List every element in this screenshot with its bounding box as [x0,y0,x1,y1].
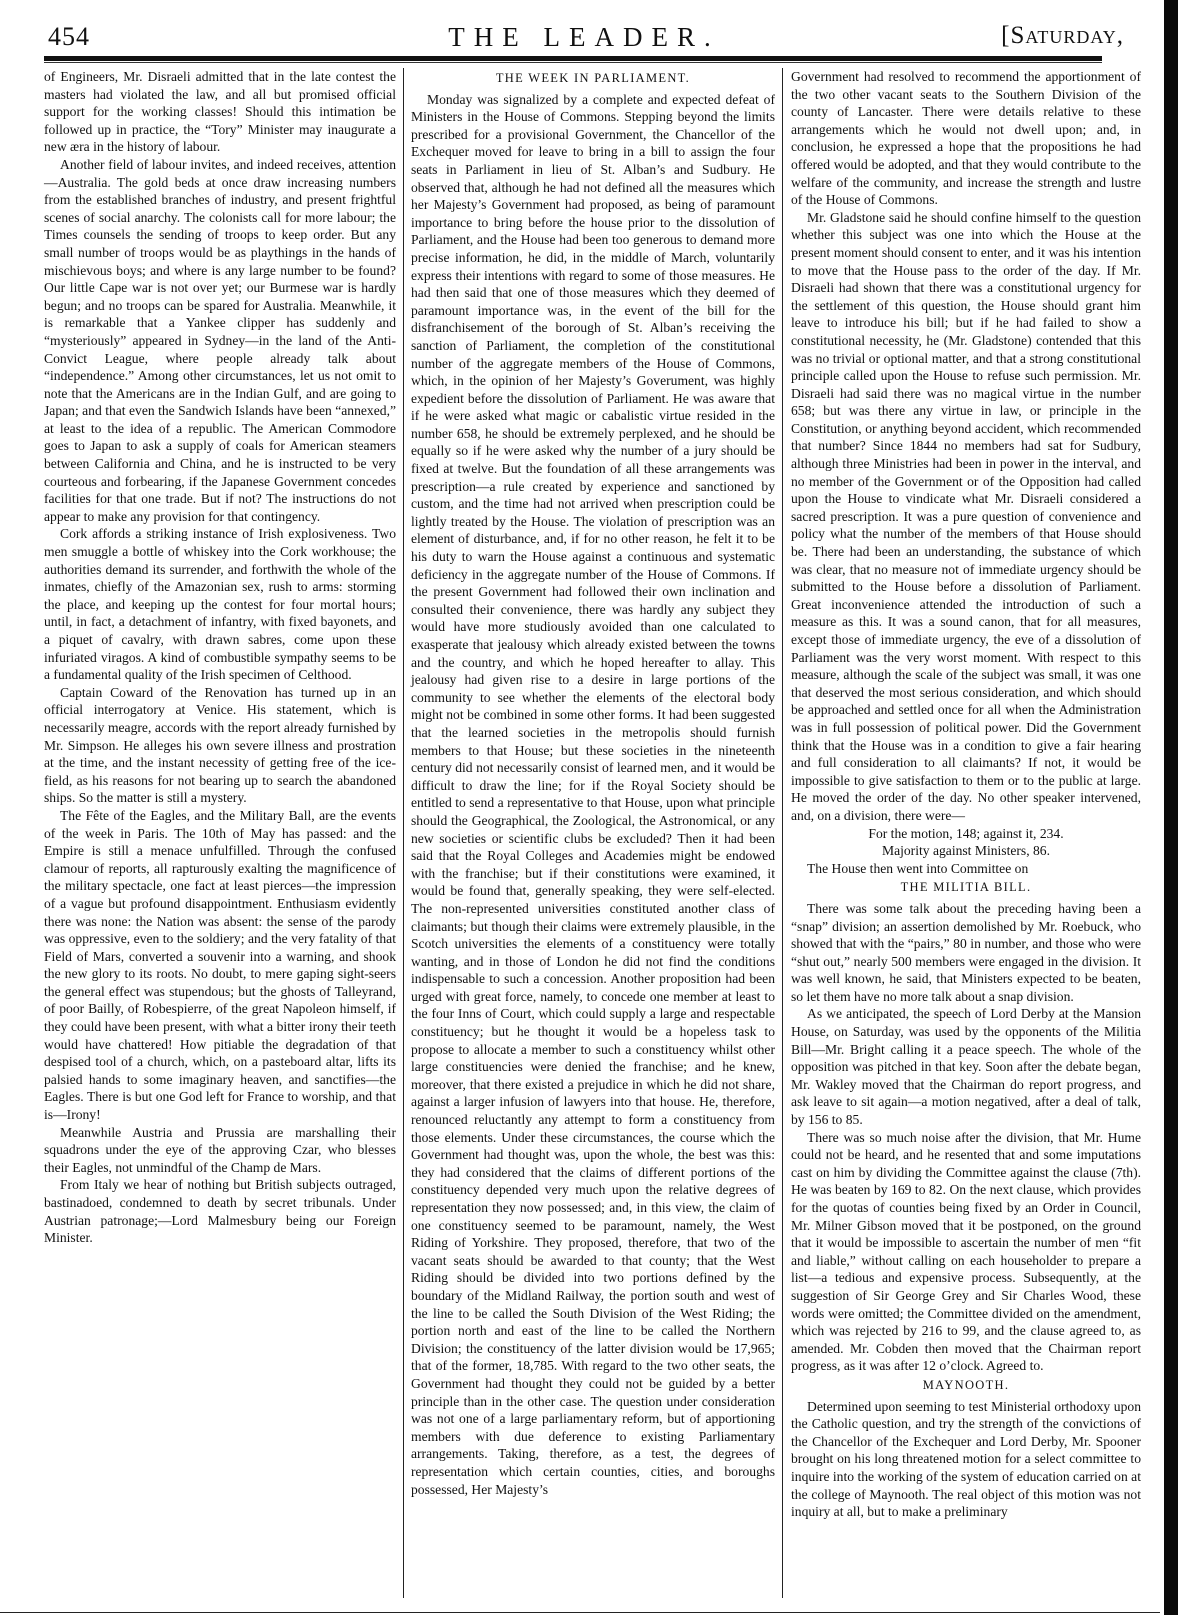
paragraph: There was so much noise after the division, that Mr. Hume could not be heard, and he resented that and some imputations cast on him by dividing the Committee against the clause (7th). He was beaten by 169 to 82. On the next clause, which provides for the quotas of counties being fixed by an Order in Council, Mr. Milner Gibson moved that it be postponed, on the ground that it would be impossible to ascertain the number of men “fit and liable,” without calling on each householder to prepare a list—a tedious and expensive process. Subsequently, at the suggestion of Sir George Grey and Sir Charles Wood, these words were omitted; the Committee divided on the amendment, which was rejected by 216 to 99, and the clause agreed to, as amended. Mr. Cobden then moved that the Chairman report progress, as it was after 12 o’clock. Agreed to. [791,1129,1141,1374]
paragraph: Captain Coward of the Renovation has turned up in an official interrogatory at Venice. His statement, which is necessarily meagre, accords with the report already furnished by Mr. Simpson. He alleges his own severe illness and prostration at the time, and the instant necessity of getting free of the ice-field, as his reasons for not bearing up to search the abandoned ships. So the matter is still a mystery. [44,684,396,806]
paragraph: Monday was signalized by a complete and expected defeat of Ministers in the House of Commons. Stepping beyond the limits prescribed for a provisional Government, the Chancellor of the Exchequer moved for leave to bring in a bill to assign the four seats in Parliament in lieu of St. Alban’s and Sudbury. He observed that, although he had not defined all the measures which her Majesty’s Government had proposed, as being of paramount importance to bring before the house prior to the dissolution of Parliament, and the House had been too generous to demand more precise information, he did, in the middle of March, voluntarily express their intentions with regard to some of those measures. He had then said that one of those measures which they deemed of paramount importance was, in the event of the bill for the disfranchisement of the borough of St. Alban’s receiving the sanction of Parliament, the completion of the constitutional number of the aggregate members of the House of Commons, which, in the opinion of her Majesty’s Goverument, was highly expedient before the dissolution of Parliament. He was aware that if he were asked what magic or cabalistic virtue resided in the number 658, he should be extremely perplexed, and he should be equally so if he were asked why the number of a jury should be fixed at twelve. But the foundation of all these arrangements was prescription—a rule created by experience and sanctioned by custom, and the time had not arrived when prescription could be lightly treated by the House. The violation of prescription was an element of disturbance, and, if for no other reason, he felt it to be his duty to warn the House against a continuous and systematic deficiency in the aggregate number of the House of Commons. If the present Government had followed their own inclination and consulted their convenience, there was hardly any subject they would have more studiously avoided than one calculated to exasperate that jealousy which already existed between the towns and the country, and which he hoped hereafter to allay. This jealousy had given rise to a desire in large portions of the community to see whether the elements of the electoral body might not be combined in some other forms. It had been suggested that the learned societies in the metropolis should furnish members to that House; but these societies in the nineteenth century did not necessarily consist of learned men, and it would be difficult to draw the line; for if the Royal Society should be entitled to send a representative to that House, upon what principle should the Geographical, the Zoological, the Astronomical, or any new societies or scientific clubs be excluded? Then it had been said that the Royal Colleges and Academies might be endowed with the franchise; but if their constitutions were examined, it would be found that, generally speaking, they were self-elected. The non-represented universities constituted another class of claimants; but though their claims were extremely plausible, in the Scotch universities the elements of a constituency were totally wanting, and in those of London he did not find the conditions indispensable to such a concession. Another proposition had been urged with great force, namely, to concede one member at least to the four Inns of Court, which could supply a large and respectable constituency; but he thought it would be a hopeless task to propose to allocate a member to such a constituency whilst other large constituencies were denied the franchise; and he knew, moreover, that there existed a prejudice in which he did not share, against a larger infusion of lawyers into that house. He, therefore, renounced reluctantly any attempt to form a constituency from those elements. Under these circumstances, the course which the Government had thought was, upon the whole, the best was this: they had considered that the claims of different portions of the constituency depended very much upon the relative degrees of representation they now possessed; and, in this view, the claim of one constituency seemed to be paramount, namely, the West Riding of Yorkshire. They proposed, therefore, that two of the vacant seats should be awarded to that county; that the West Riding should be divided into two portions defined by the boundary of the Midland Railway, the portion south and west of the line to be called the South Division of the West Riding; the portion north and east of the line to be called the Northern Division; the constituency of the latter division would be 17,965; that of the former, 18,785. With regard to the two other seats, the Government had thought they could not be guided by a better principle than in the other case. The question under consideration was not one of a large parliamentary reform, but of apportioning members with due deference to existing Parliamentary arrangements. Taking, therefore, as a test, the degrees of representation which certain counties, cities, and boroughs possessed, Her Majesty’s [411,91,775,1497]
newspaper-title: THE LEADER. [448,22,720,52]
paragraph: As we anticipated, the speech of Lord Derby at the Mansion House, on Saturday, was used by the opponents of the Militia Bill—Mr. Bright calling it a peace speech. The whole of the opposition was pitched in that key. Soon after the debate began, Mr. Wakley moved that the Chairman do report progress, and ask leave to sit again—a motion negatived, after a deal of talk, by 156 to 85. [791,1006,1141,1128]
column-2 [411,68,775,1498]
column-divider-2 [782,68,783,1598]
column-3 [791,68,1141,1521]
paragraph: Another field of labour invites, and indeed receives, attention—Australia. The gold beds at once draw increasing numbers from the established branches of industry, and present frightful scenes of social anarchy. The colonists call for more labour; the Times counsels the sending of troops to keep order. But any small number of troops would be as playthings in the hands of mischievous boys; and where is any large number to be found? Our little Cape war is not over yet; our Burmese war is hardly begun; and no troops can be spared for Australia. Meanwhile, it is remarkable that a Yankee clipper has suddenly and “mysteriously” appeared in Sydney—in the land of the Anti-Convict League, where people already talk about “independence.” Among other circumstances, let us not omit to note that the Americans are in the Indian Gulf, and are going to Japan; and that even the Sandwich Islands have been “annexed,” at least to the idea of a republic. The American Commodore goes to Japan to ask a supply of coals for American steamers between California and China, and he is instructed to be very courteous and forbearing, if the Japanese Government concedes facilities for that one trade. But if not? The instructions do not appear to make any provision for that contingency. [44,156,396,524]
section-heading: MAYNOOTH. [922,1377,1010,1392]
column-1 [44,68,396,1247]
paragraph: Mr. Gladstone said he should confine himself to the question whether this subject was one into which the House at the present moment should consent to enter, and it was his intention to move that the House pass to the order of the day. If Mr. Disraeli had shown that there was a constitutional urgency for the settlement of this question, the House should grant him leave to introduce his bill; but if he had failed to show a constitutional necessity, he (Mr. Gladstone) contended that this was no trivial or optional matter, and that a strong constitutional principle called upon the House to refuse such permission. Mr. Disraeli had said there was no magical virtue in the number 658; but was there any virtue in law, or principle in the Constitution, or anything beyond accident, which recommended that number? Since 1844 no members had sat for Sudbury, although three Ministries had been in power in the interval, and no member of the Government or of the Opposition had called upon the House to vindicate what Mr. Disraeli considered a sacred prescription. It was a pure question of convenience and policy what the number of the members of that House should be. There had been an understanding, the substance of which was clear, that no measure not of immediate urgency should be submitted to the House before a dissolution of Parliament. Great inconvenience attended the introduction of such a measure as this. It was a sound canon, that for all measures, except those of immediate urgency, the eve of a dissolution of Parliament was the very worst moment. With respect to this measure, although the scale of the subject was small, it was one that deserved the most serious consideration, and which should be approached and settled once for all when the Administration was in full possession of political power. Did the Government think that the House was in a condition to give a fair hearing and full consideration to all claimants? If not, it would be impossible to give satisfaction to them or to the public at large. He moved the order of the day. No other speaker intervened, and, on a division, there were— [791,209,1141,823]
column-divider-1 [403,68,404,1598]
paragraph: From Italy we hear of nothing but British subjects outraged, bastinadoed, condemned to death by secret tribunals. Under Austrian patronage;—Lord Malmesbury being our Foreign Minister. [44,1177,396,1246]
paragraph: of Engineers, Mr. Disraeli admitted that in the late contest the masters had violated the law, and all but promised official support for the working classes! Should this intimation be followed up in practice, the “Tory” Minister may inaugurate a new æra in the history of labour. [44,69,396,155]
section-heading: THE MILITIA BILL. [900,880,1032,895]
page-bottom-rule [0,1612,1160,1613]
paragraph: Cork affords a striking instance of Irish explosiveness. Two men smuggle a bottle of whiskey into the Cork workhouse; the authorities demand its surrender, and forthwith the whole of the inmates, chiefly of the Amazonian sex, rush to arms: storming the place, and keeping up the contest for four mortal hours; until, in fact, a detachment of infantry, with fixed bayonets, and a piquet of cavalry, with drawn sabres, come upon these infuriated viragos. A kind of combustible sympathy seems to be a fundamental quality of the Irish specimen of Celthood. [44,526,396,683]
dateline: [Saturday, [1001,22,1124,49]
division-result: For the motion, 148; against it, 234. [868,825,1064,841]
masthead-rule-thin [44,62,1102,63]
scan-edge-shadow [1164,0,1178,1615]
paragraph: Government had resolved to recommend the apportionment of the two other vacant seats to the Southern Division of the county of Lancaster. There were details relative to these arrangements which he would not dwell upon; and, in conclusion, he expressed a hope that the propositions he had offered would be adopted, and that they would contribute to the welfare of the community, and increase the strength and lustre of the House of Commons. [791,69,1141,208]
paragraph: The House then went into Committee on [807,860,1029,876]
masthead [44,20,1124,60]
division-majority: Majority against Ministers, 86. [881,843,1051,859]
section-heading: THE WEEK IN PARLIAMENT. [495,71,691,85]
paragraph: The Fête of the Eagles, and the Military Ball, are the events of the week in Paris. The 10th of May has passed: and the Empire is still a menace unfulfilled. Through the confused clamour of reports, all rapturously exalting the magnificence of the military spectacle, one fact at least pierces—the impression of a vague but profound disappointment. Enthusiasm evidently there was none: the Nation was absent: the sense of the parody was oppressive, even to the soldiery; and the very fatality of that Field of Mars, converted a souvenir into a warning, and shook the new glory to its roots. No doubt, to mere gaping sight-seers the general effect was stupendous; but the ghosts of Talleyrand, of poor Bailly, of Robespierre, of the great Napoleon himself, if they could have been present, with what a bitter irony their teeth would have chattered! How pitiable the degradation of that despised tool of a church, which, on a pasteboard altar, lifts its palsied hands to some imaginary heaven, and sanctifies—the Eagles. There is but one God left for France to worship, and that is—Irony! [44,807,396,1123]
scan-edge-gap [1160,0,1164,1615]
paragraph: Determined upon seeming to test Ministerial orthodoxy upon the Catholic question, and try the strength of the convictions of the Chancellor of the Exchequer and Lord Derby, Mr. Spooner brought on his long threatened motion for a select committee to inquire into the working of the system of education carried on at the college of Maynooth. The real object of this motion was not inquiry at all, but to make a preliminary [791,1398,1141,1520]
paragraph: Meanwhile Austria and Prussia are marshalling their squadrons under the eye of the approving Czar, who blesses their Eagles, not unmindful of the Champ de Mars. [44,1124,396,1175]
page-number: 454 [48,22,90,51]
paragraph: There was some talk about the preceding having been a “snap” division; an assertion demolished by Mr. Roebuck, who showed that with the “pairs,” 80 in number, and those who were “shut out,” nearly 500 members were engaged in the division. It was well known, he said, that Ministers expected to be beaten, so let them have no more talk about a snap division. [791,900,1141,1004]
masthead-rule [44,56,1102,61]
